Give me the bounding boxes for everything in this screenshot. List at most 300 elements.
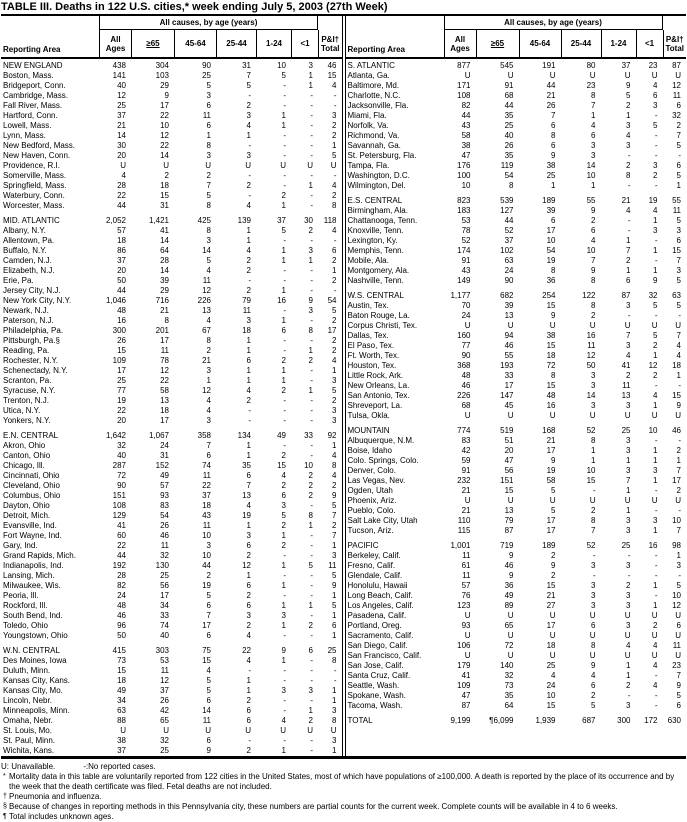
value-cell: 17 bbox=[160, 101, 169, 110]
reporting-area-cell: Cambridge, Mass. bbox=[3, 91, 68, 100]
value-cell: U bbox=[651, 611, 658, 620]
value-cell: U bbox=[205, 161, 211, 170]
value-cell: 13 bbox=[621, 391, 631, 400]
value-cell: 6 bbox=[676, 621, 681, 630]
value-cell: 9 bbox=[551, 151, 556, 160]
value-cell: U bbox=[507, 496, 514, 505]
value-cell: 2 bbox=[246, 621, 251, 630]
value-cell: 47 bbox=[461, 151, 471, 160]
value-cell: 12 bbox=[160, 366, 169, 375]
value-cell: 3 bbox=[653, 466, 658, 475]
value-cell: U bbox=[507, 411, 514, 420]
value-cell: 171 bbox=[457, 81, 471, 90]
table-row bbox=[346, 171, 687, 181]
value-cell: 11 bbox=[202, 521, 211, 530]
value-cell: - bbox=[654, 181, 658, 190]
reporting-area-cell: Worcester, Mass. bbox=[3, 201, 65, 210]
value-cell: 52 bbox=[461, 236, 471, 245]
value-cell: 3 bbox=[332, 406, 337, 415]
value-cell: 1 bbox=[308, 601, 313, 610]
value-cell: 5 bbox=[551, 506, 556, 515]
value-cell: - bbox=[678, 151, 681, 160]
reporting-area-cell: Nashville, Tenn. bbox=[347, 276, 404, 285]
value-cell: 254 bbox=[542, 291, 556, 300]
value-cell: U bbox=[675, 496, 681, 505]
value-cell: U bbox=[507, 71, 514, 80]
reporting-area-cell: Youngstown, Ohio bbox=[3, 631, 68, 640]
value-cell: 87 bbox=[504, 526, 514, 535]
value-cell: 1 bbox=[332, 441, 337, 450]
value-cell: 10 bbox=[586, 246, 596, 255]
value-cell: 87 bbox=[461, 701, 471, 710]
reporting-area-cell: Charlotte, N.C. bbox=[347, 91, 401, 100]
value-cell: 1 bbox=[281, 376, 286, 385]
value-cell: 5 bbox=[332, 386, 337, 395]
value-cell: 58 bbox=[461, 131, 471, 140]
value-cell: 2 bbox=[626, 161, 631, 170]
value-cell: 303 bbox=[155, 646, 169, 655]
value-cell: 4 bbox=[246, 631, 251, 640]
value-cell: 2 bbox=[246, 266, 251, 275]
reporting-area-cell: Lexington, Ky. bbox=[347, 236, 398, 245]
value-cell: 18 bbox=[160, 406, 169, 415]
value-cell: - bbox=[310, 376, 313, 385]
table-row bbox=[1, 181, 342, 191]
value-cell: 5 bbox=[626, 91, 631, 100]
value-cell: - bbox=[310, 696, 313, 705]
value-cell: 7 bbox=[206, 441, 211, 450]
value-cell: 4 bbox=[626, 641, 631, 650]
value-cell: 32 bbox=[648, 291, 658, 300]
value-cell: 2 bbox=[626, 681, 631, 690]
value-cell: 44 bbox=[546, 81, 556, 90]
value-cell: 47 bbox=[504, 456, 514, 465]
value-cell: 1 bbox=[332, 696, 337, 705]
value-cell: 14 bbox=[160, 151, 169, 160]
value-cell: 1 bbox=[281, 286, 286, 295]
value-cell: U bbox=[675, 321, 681, 330]
value-cell: 5 bbox=[281, 226, 286, 235]
table-row bbox=[346, 111, 687, 121]
value-cell: - bbox=[310, 336, 313, 345]
value-cell: 2 bbox=[206, 571, 211, 580]
value-cell: 31 bbox=[242, 61, 251, 70]
value-cell: 3 bbox=[626, 526, 631, 535]
value-cell: 1 bbox=[308, 706, 313, 715]
value-cell: U bbox=[464, 411, 471, 420]
value-cell: 4 bbox=[591, 671, 596, 680]
value-cell: 29 bbox=[160, 81, 169, 90]
table-row bbox=[346, 401, 687, 411]
value-cell: 2 bbox=[591, 506, 596, 515]
value-cell: 26 bbox=[117, 336, 126, 345]
value-cell: 6 bbox=[551, 121, 556, 130]
value-cell: 9 bbox=[332, 491, 337, 500]
value-cell: 3 bbox=[206, 366, 211, 375]
value-cell: 17 bbox=[202, 621, 211, 630]
value-cell: 43 bbox=[461, 121, 471, 130]
value-cell: - bbox=[283, 736, 286, 745]
value-cell: 4 bbox=[676, 351, 681, 360]
table-row bbox=[346, 256, 687, 266]
reporting-area-cell: Allentown, Pa. bbox=[3, 236, 55, 245]
value-cell: 193 bbox=[500, 361, 514, 370]
value-cell: 12 bbox=[648, 361, 658, 370]
value-cell: 2 bbox=[332, 191, 337, 200]
value-cell: 9 bbox=[332, 581, 337, 590]
value-cell: 2 bbox=[308, 621, 313, 630]
value-cell: 51 bbox=[504, 436, 514, 445]
value-cell: 10 bbox=[461, 181, 471, 190]
value-cell: 11 bbox=[160, 346, 169, 355]
table-row bbox=[346, 436, 687, 446]
value-cell: 119 bbox=[500, 161, 514, 170]
value-cell: 201 bbox=[155, 326, 169, 335]
value-cell: 74 bbox=[160, 621, 169, 630]
table-row bbox=[1, 191, 342, 201]
table-row bbox=[1, 151, 342, 161]
value-cell: - bbox=[310, 611, 313, 620]
reporting-area-cell: Cleveland, Ohio bbox=[3, 481, 60, 490]
reporting-area-cell: Salt Lake City, Utah bbox=[347, 516, 418, 525]
value-cell: 78 bbox=[160, 356, 169, 365]
value-cell: 106 bbox=[457, 641, 471, 650]
value-cell: 3 bbox=[676, 266, 681, 275]
value-cell: 2 bbox=[246, 286, 251, 295]
value-cell: 687 bbox=[582, 716, 596, 725]
table-row bbox=[1, 171, 342, 181]
table-row bbox=[346, 496, 687, 506]
value-cell: 9 bbox=[308, 296, 313, 305]
value-cell: 44 bbox=[117, 201, 126, 210]
value-cell: 24 bbox=[461, 311, 471, 320]
value-cell: 65 bbox=[504, 621, 514, 630]
value-cell: 1 bbox=[653, 401, 658, 410]
value-cell: - bbox=[283, 396, 286, 405]
value-cell: 22 bbox=[202, 481, 211, 490]
col-header-25-44: 25-44 bbox=[216, 30, 256, 57]
value-cell: 3 bbox=[626, 701, 631, 710]
reporting-area-cell: Milwaukee, Wis. bbox=[3, 581, 61, 590]
reporting-area-cell: Wichita, Kans. bbox=[3, 746, 55, 755]
reporting-area-cell: Boise, Idaho bbox=[347, 446, 392, 455]
value-cell: U bbox=[464, 71, 471, 80]
value-cell: 11 bbox=[462, 551, 471, 560]
value-cell: 3 bbox=[626, 561, 631, 570]
table-title: TABLE III. Deaths in 122 U.S. cities,* week ending July 5, 2003 (27th Week) bbox=[1, 1, 388, 13]
value-cell: 9 bbox=[626, 81, 631, 90]
table-row bbox=[346, 571, 687, 581]
value-cell: 3 bbox=[626, 436, 631, 445]
table-body-left bbox=[1, 59, 342, 756]
value-cell: 98 bbox=[672, 541, 681, 550]
value-cell: 682 bbox=[500, 291, 514, 300]
value-cell: 10 bbox=[546, 236, 556, 245]
reporting-area-cell: St. Paul, Minn. bbox=[3, 736, 56, 745]
value-cell: 57 bbox=[160, 481, 169, 490]
table-row bbox=[346, 291, 687, 301]
value-cell: - bbox=[592, 571, 596, 580]
value-cell: 74 bbox=[202, 461, 211, 470]
value-cell: 11 bbox=[202, 716, 211, 725]
value-cell: 232 bbox=[457, 476, 471, 485]
value-cell: 2,052 bbox=[105, 216, 126, 225]
value-cell: 24 bbox=[504, 266, 514, 275]
value-cell: - bbox=[310, 266, 313, 275]
value-cell: 2 bbox=[332, 396, 337, 405]
value-cell: 6 bbox=[626, 276, 631, 285]
reporting-area-cell: Lansing, Mich. bbox=[3, 571, 55, 580]
value-cell: 48 bbox=[117, 306, 126, 315]
value-cell: 41 bbox=[461, 671, 471, 680]
value-cell: 438 bbox=[112, 61, 126, 70]
value-cell: 168 bbox=[542, 426, 556, 435]
value-cell: 5 bbox=[676, 301, 681, 310]
value-cell: 8 bbox=[591, 516, 596, 525]
value-cell: U bbox=[163, 726, 169, 735]
value-cell: 6 bbox=[332, 621, 337, 630]
value-cell: 50 bbox=[117, 276, 126, 285]
value-cell: - bbox=[310, 591, 313, 600]
value-cell: 46 bbox=[461, 381, 471, 390]
table-row bbox=[346, 226, 687, 236]
value-cell: 19 bbox=[202, 581, 211, 590]
reporting-area-cell: Yonkers, N.Y. bbox=[3, 416, 51, 425]
table-row bbox=[1, 656, 342, 666]
reporting-area-cell: Trenton, N.J. bbox=[3, 396, 49, 405]
value-cell: - bbox=[592, 551, 596, 560]
value-cell: 17 bbox=[546, 526, 556, 535]
value-cell: 1 bbox=[246, 336, 251, 345]
value-cell: 18 bbox=[202, 501, 211, 510]
reporting-area-cell: Denver, Colo. bbox=[347, 466, 396, 475]
table-row bbox=[346, 131, 687, 141]
value-cell: 24 bbox=[117, 591, 126, 600]
reporting-area-cell: Seattle, Wash. bbox=[347, 681, 400, 690]
value-cell: 1 bbox=[626, 456, 631, 465]
value-cell: - bbox=[310, 551, 313, 560]
table-row bbox=[1, 481, 342, 491]
reporting-area-cell: Newark, N.J. bbox=[3, 306, 49, 315]
value-cell: 4 bbox=[281, 471, 286, 480]
value-cell: U bbox=[624, 651, 631, 660]
table-row bbox=[1, 431, 342, 441]
value-cell: 1 bbox=[281, 601, 286, 610]
value-cell: 6 bbox=[332, 246, 337, 255]
value-cell: 12 bbox=[202, 386, 211, 395]
table-row bbox=[1, 621, 342, 631]
reporting-area-cell: Knoxville, Tenn. bbox=[347, 226, 404, 235]
footnote-line bbox=[1, 772, 686, 792]
table-section bbox=[346, 716, 687, 726]
value-cell: 9 bbox=[206, 746, 211, 755]
value-cell: 1 bbox=[308, 346, 313, 355]
value-cell: 2 bbox=[246, 696, 251, 705]
value-cell: 6 bbox=[206, 121, 211, 130]
reporting-area-cell: Reading, Pa. bbox=[3, 346, 50, 355]
value-cell: 91 bbox=[461, 256, 471, 265]
reporting-area-cell: Tulsa, Okla. bbox=[347, 411, 390, 420]
value-cell: U bbox=[120, 726, 126, 735]
col-header-45-64: 45-64 bbox=[174, 30, 216, 57]
reporting-area-cell: Honolulu, Hawaii bbox=[347, 581, 408, 590]
reporting-area-cell: Minneapolis, Minn. bbox=[3, 706, 70, 715]
reporting-area-cell: Springfield, Mass. bbox=[3, 181, 67, 190]
value-cell: 4 bbox=[653, 206, 658, 215]
value-cell: 147 bbox=[500, 391, 514, 400]
value-cell: 2 bbox=[164, 171, 169, 180]
value-cell: 6 bbox=[206, 101, 211, 110]
value-cell: 29 bbox=[160, 286, 169, 295]
value-cell: 5 bbox=[676, 171, 681, 180]
value-cell: 6 bbox=[246, 541, 251, 550]
reporting-area-cell: Utica, N.Y. bbox=[3, 406, 41, 415]
value-cell: 12 bbox=[160, 676, 169, 685]
value-cell: - bbox=[654, 131, 658, 140]
value-cell: 32 bbox=[504, 671, 514, 680]
value-cell: 151 bbox=[112, 491, 126, 500]
value-cell: U bbox=[651, 631, 658, 640]
value-cell: 23 bbox=[672, 661, 681, 670]
value-cell: 20 bbox=[117, 416, 126, 425]
col-header-1-24: 1-24 bbox=[256, 30, 291, 57]
table-row bbox=[1, 276, 342, 286]
value-cell: 17 bbox=[160, 416, 169, 425]
value-cell: 1,642 bbox=[105, 431, 126, 440]
table-row bbox=[346, 381, 687, 391]
table-row bbox=[1, 581, 342, 591]
value-cell: 109 bbox=[457, 681, 471, 690]
value-cell: 2 bbox=[653, 341, 658, 350]
value-cell: 8 bbox=[206, 201, 211, 210]
value-cell: 1 bbox=[332, 686, 337, 695]
value-cell: 76 bbox=[461, 591, 471, 600]
value-cell: - bbox=[678, 506, 681, 515]
value-cell: 3 bbox=[676, 561, 681, 570]
value-cell: 91 bbox=[461, 466, 471, 475]
age-span-header: All causes, by age (years) bbox=[444, 16, 663, 30]
value-cell: 4 bbox=[246, 386, 251, 395]
value-cell: 189 bbox=[542, 541, 556, 550]
value-cell: 7 bbox=[332, 511, 337, 520]
value-cell: - bbox=[310, 276, 313, 285]
reporting-area-cell: Des Moines, Iowa bbox=[3, 656, 67, 665]
value-cell: 152 bbox=[155, 461, 169, 470]
table-row bbox=[346, 301, 687, 311]
reporting-area-cell: Pittsburgh, Pa.§ bbox=[3, 336, 60, 345]
value-cell: - bbox=[283, 631, 286, 640]
reporting-area-cell: Canton, Ohio bbox=[3, 451, 51, 460]
value-cell: 3 bbox=[591, 371, 596, 380]
value-cell: - bbox=[248, 416, 251, 425]
value-cell: 25 bbox=[546, 171, 556, 180]
value-cell: 11 bbox=[672, 91, 681, 100]
reporting-area-cell: San Diego, Calif. bbox=[347, 641, 408, 650]
value-cell: 3 bbox=[281, 686, 286, 695]
value-cell: 26 bbox=[546, 101, 556, 110]
table-row bbox=[346, 551, 687, 561]
header-blank-cell bbox=[663, 16, 687, 30]
value-cell: 5 bbox=[206, 676, 211, 685]
value-cell: 77 bbox=[461, 341, 471, 350]
value-cell: 64 bbox=[504, 701, 514, 710]
footnote-line bbox=[1, 792, 686, 802]
value-cell: 68 bbox=[461, 401, 471, 410]
value-cell: U bbox=[163, 161, 169, 170]
value-cell: - bbox=[283, 91, 286, 100]
value-cell: 9 bbox=[591, 206, 596, 215]
value-cell: 1 bbox=[332, 541, 337, 550]
reporting-area-cell: Austin, Tex. bbox=[347, 301, 389, 310]
value-cell: 2 bbox=[626, 371, 631, 380]
value-cell: 45 bbox=[504, 401, 514, 410]
value-cell: - bbox=[333, 286, 337, 295]
value-cell: - bbox=[283, 676, 286, 685]
reporting-area-header: Reporting Area bbox=[3, 45, 61, 54]
table-section bbox=[1, 216, 342, 426]
value-cell: 8 bbox=[332, 201, 337, 210]
value-cell: 22 bbox=[117, 406, 126, 415]
value-cell: - bbox=[627, 311, 631, 320]
value-cell: 3 bbox=[281, 611, 286, 620]
value-cell: 53 bbox=[461, 216, 471, 225]
value-cell: - bbox=[310, 736, 313, 745]
value-cell: 1 bbox=[332, 611, 337, 620]
col-header-45-64: 45-64 bbox=[519, 30, 561, 57]
value-cell: - bbox=[310, 441, 313, 450]
reporting-area-cell: Long Beach, Calif. bbox=[347, 591, 413, 600]
value-cell: 1 bbox=[653, 601, 658, 610]
reporting-area-cell: Paterson, N.J. bbox=[3, 316, 54, 325]
value-cell: 11 bbox=[160, 541, 169, 550]
value-cell: 24 bbox=[160, 441, 169, 450]
reporting-area-cell: San Antonio, Tex. bbox=[347, 391, 410, 400]
value-cell: 2 bbox=[308, 491, 313, 500]
value-cell: 1 bbox=[653, 446, 658, 455]
reporting-area-cell: Wilmington, Del. bbox=[347, 181, 406, 190]
value-cell: 4 bbox=[332, 81, 337, 90]
value-cell: - bbox=[310, 451, 313, 460]
table-row bbox=[1, 571, 342, 581]
value-cell: 17 bbox=[160, 336, 169, 345]
reporting-area-cell: Mobile, Ala. bbox=[347, 256, 389, 265]
value-cell: U bbox=[624, 631, 631, 640]
value-cell: U bbox=[307, 726, 313, 735]
value-cell: - bbox=[333, 666, 337, 675]
value-cell: 2 bbox=[332, 481, 337, 490]
value-cell: 8 bbox=[626, 171, 631, 180]
value-cell: 63 bbox=[504, 256, 514, 265]
value-cell: U bbox=[675, 631, 681, 640]
value-cell: 1 bbox=[246, 226, 251, 235]
value-cell: 13 bbox=[504, 311, 514, 320]
value-cell: 774 bbox=[457, 426, 471, 435]
value-cell: 79 bbox=[504, 516, 514, 525]
value-cell: - bbox=[248, 736, 251, 745]
value-cell: 7 bbox=[676, 256, 681, 265]
value-cell: 11 bbox=[160, 666, 169, 675]
reporting-area-cell: NEW ENGLAND bbox=[3, 61, 63, 70]
value-cell: 91 bbox=[504, 81, 514, 90]
value-cell: 73 bbox=[504, 681, 514, 690]
table-row bbox=[1, 141, 342, 151]
value-cell: 15 bbox=[586, 476, 596, 485]
value-cell: - bbox=[310, 141, 313, 150]
value-cell: - bbox=[283, 266, 286, 275]
value-cell: 22 bbox=[117, 541, 126, 550]
reporting-area-cell: Gary, Ind. bbox=[3, 541, 38, 550]
value-cell: U bbox=[330, 161, 337, 170]
